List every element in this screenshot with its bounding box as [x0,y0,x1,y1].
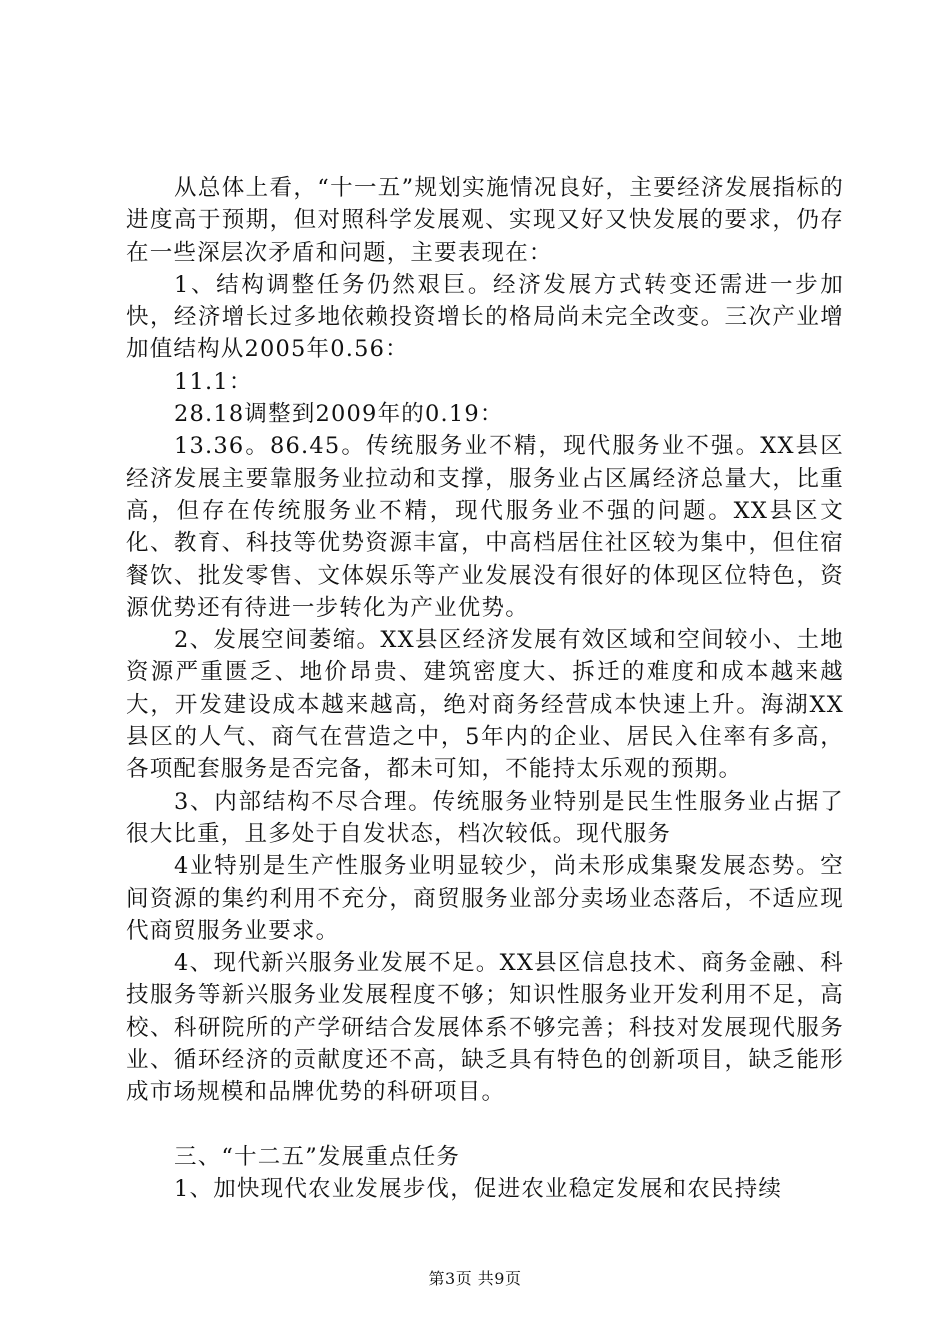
body-paragraph-2: 1、结构调整任务仍然艰巨。经济发展方式转变还需进一步加快，经济增长过多地依赖投资增长的格局尚未完全改变。三次产业增加值结构从2005年0.56： [126,271,844,363]
body-paragraph-6: 2、发展空间萎缩。XX县区经济发展有效区域和空间较小、土地资源严重匮乏、地价昂贵、建筑密度大、拆迁的难度和成本越来越大，开发建设成本越来越高，绝对商务经营成本快速上升。海湖XX县区的人气、商气在营造之中，5年内的企业、居民入住率有多高，各项配套服务是否完备，都未可知，不能持太乐观的预期。 [126,627,844,783]
section-paragraph-1: 1、加快现代农业发展步伐，促进农业稳定发展和农民持续 [174,1175,783,1202]
body-paragraph-1: 从总体上看，“十一五”规划实施情况良好，主要经济发展指标的进度高于预期，但对照科学发展观、实现又好又快发展的要求，仍存在一些深层次矛盾和问题，主要表现在： [126,175,844,266]
body-paragraph-8: 4业特别是生产性服务业明显较少，尚未形成集聚发展态势。空间资源的集约利用不充分，商贸服务业部分卖场业态落后，不适应现代商贸服务业要求。 [126,853,844,944]
page-number-footer: 第3页 共9页 [428,1269,522,1288]
section-heading: 三、“十二五”发展重点任务 [174,1143,461,1170]
body-paragraph-9: 4、现代新兴服务业发展不足。XX县区信息技术、商务金融、科技服务等新兴服务业发展程度不够；知识性服务业开发利用不足，高校、科研院所的产学研结合发展体系不够完善；科技对发展现代服务业、循环经济的贡献度还不高，缺乏具有特色的创新项目，缺乏能形成市场规模和品牌优势的科研项目。 [126,950,844,1106]
body-paragraph-3: 11.1： [174,368,253,395]
section-spacer [126,1109,844,1141]
body-paragraph-7: 3、内部结构不尽合理。传统服务业特别是民生性服务业占据了很大比重，且多处于自发状态，档次较低。现代服务 [126,788,844,847]
body-paragraph-5: 13.36。86.45。传统服务业不精，现代服务业不强。XX县区经济发展主要靠服务业拉动和支撑，服务业占区属经济总量大，比重高，但存在传统服务业不精，现代服务业不强的问题。XX县区文化、教育、科技等优势资源丰富，中高档居住社区较为集中，但住宿餐饮、批发零售、文体娱乐等产业发展没有很好的体现区位特色，资源优势还有待进一步转化为产业优势。 [126,433,844,621]
document-body [126,172,844,1205]
body-paragraph-4: 28.18调整到2009年的0.19： [174,401,504,428]
